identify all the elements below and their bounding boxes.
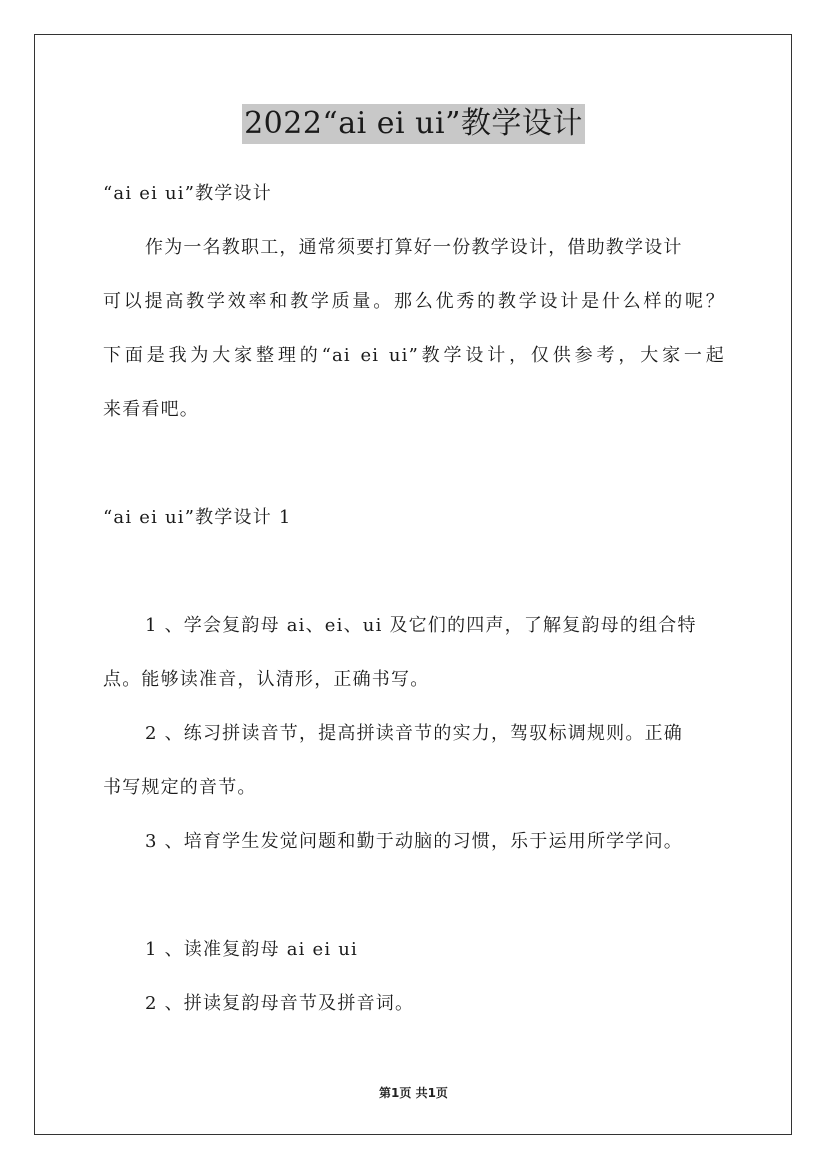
intro-line-3: 下面是我为大家整理的“ai ei ui”教学设计，仅供参考，大家一起 <box>103 345 725 366</box>
key-point-item-1: 1 、读准复韵母 ai ei ui <box>145 939 358 960</box>
goal-item-2-line-1: 2 、练习拼读音节，提高拼读音节的实力，驾驭标调规则。正确 <box>145 723 683 744</box>
document-title-text: 2022“ai ei ui”教学设计 <box>242 104 585 144</box>
goal-item-1-line-1: 1 、学会复韵母 ai、ei、ui 及它们的四声，了解复韵母的组合特 <box>145 615 697 636</box>
intro-line-1: 作为一名教职工，通常须要打算好一份教学设计，借助教学设计 <box>145 237 683 258</box>
intro-line-2: 可以提高教学效率和教学质量。那么优秀的教学设计是什么样的呢？ <box>103 291 725 312</box>
document-title <box>0 103 827 144</box>
goal-item-1-line-2: 点。能够读准音，认清形，正确书写。 <box>103 669 430 690</box>
goal-item-2-line-2: 书写规定的音节。 <box>103 777 257 798</box>
page-number: 第1页 共1页 <box>379 1086 448 1100</box>
section-heading: “ai ei ui”教学设计 1 <box>103 507 292 528</box>
intro-line-4: 来看看吧。 <box>103 399 199 420</box>
key-point-item-2: 2 、拼读复韵母音节及拼音词。 <box>145 993 415 1014</box>
document-subtitle: “ai ei ui”教学设计 <box>103 183 272 204</box>
goal-item-3: 3 、培育学生发觉问题和勤于动脑的习惯，乐于运用所学学问。 <box>145 831 683 852</box>
